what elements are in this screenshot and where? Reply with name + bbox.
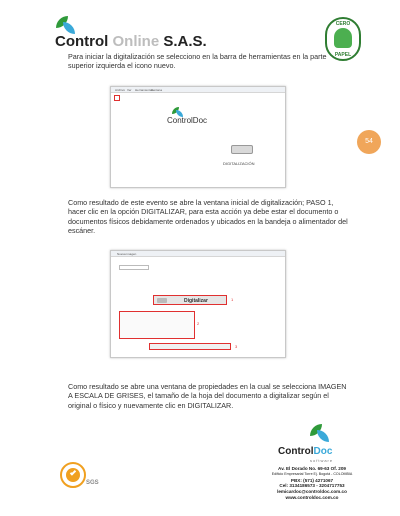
menu-item-herramientas: Herramientas xyxy=(135,88,154,92)
digitalizar-label: Digitalizar xyxy=(184,298,208,304)
page-number-badge: 54 xyxy=(357,130,381,154)
controldoc-logo-text: ControlDoc xyxy=(167,116,208,125)
footer-brand-part1: Control xyxy=(278,446,314,457)
new-icon-highlight xyxy=(114,95,120,101)
address-line: Cel: 3134186573 - 3204717753 xyxy=(279,483,345,489)
window-title-bar xyxy=(111,251,285,257)
properties-box xyxy=(119,311,195,339)
footer-subtitle: software xyxy=(310,458,334,463)
step-number-2: 2 xyxy=(197,321,200,326)
badge-top-text: CERO xyxy=(335,21,351,27)
menu-item-ventana: Ventana xyxy=(151,88,163,92)
address-line: www.controldoc.com.co xyxy=(285,494,339,500)
sgs-mark: SGS xyxy=(86,480,99,486)
logo-leaf-blue xyxy=(317,430,329,442)
address-line: Edificio Empresarial Torre Ej. Bogotá - COLOMBIA xyxy=(271,471,353,476)
menu-item-archivo: Archivo xyxy=(115,88,126,92)
brand-part3: S.A.S. xyxy=(163,33,207,50)
footer-logo-icon xyxy=(308,424,330,446)
badge-bottom-text: PAPEL xyxy=(334,52,352,58)
footer-address xyxy=(260,466,364,501)
menu-bar xyxy=(111,87,285,93)
document-type-select xyxy=(119,265,149,270)
footer-brand xyxy=(278,446,332,457)
brand-part1: Control xyxy=(55,33,109,50)
digitalizar-button xyxy=(153,295,227,305)
address-line: lemicardoc@controldoc.com.co xyxy=(277,489,347,495)
paragraph-2: Como resultado de este evento se abre la ventana inicial de digitalización; PASO 1, hacer clic en la opción DIGITALIZAR, para esta acción ya debe estar el documento o documentos físicos debidamente ordenados y ubicados en la bandeja o alimentador del escáner. xyxy=(68,198,348,236)
tree-icon xyxy=(334,28,352,48)
scanner-icon xyxy=(231,145,253,154)
brand-title xyxy=(55,33,207,50)
scanner-label: DIGITALIZACIÓN xyxy=(223,161,255,166)
step-number-3: 3 xyxy=(235,344,238,349)
menu-item-ver: Ver xyxy=(127,88,132,92)
screenshot-new-image-window xyxy=(110,250,286,358)
address-line: PBX: (571) 4271067 xyxy=(290,477,334,483)
address-line: Av. El Dorado No. 69-63 Of. 209 xyxy=(278,466,346,471)
window-title: Nueva imagen xyxy=(117,252,137,256)
screenshot-main-window xyxy=(110,86,286,188)
certification-seal-icon xyxy=(60,462,86,488)
brand-part2: Online xyxy=(112,33,160,50)
scanner-icon xyxy=(157,298,167,303)
step-number-1: 1 xyxy=(231,297,234,302)
paragraph-1: Para iniciar la digitalización se selecciono en la barra de herramientas en la parte superior izquierda el icono nuevo. xyxy=(68,52,327,71)
paragraph-3: Como resultado se abre una ventana de propiedades en la cual se selecciona IMAGEN A ESCALA DE GRISES, el tamaño de la hoja del documento a digitalizar según el original o físico y nuevamente clic en DIGITALIZAR. xyxy=(68,382,347,410)
recent-images-panel xyxy=(211,311,273,335)
finish-button xyxy=(149,343,231,350)
footer-brand-part2: Doc xyxy=(313,446,333,457)
